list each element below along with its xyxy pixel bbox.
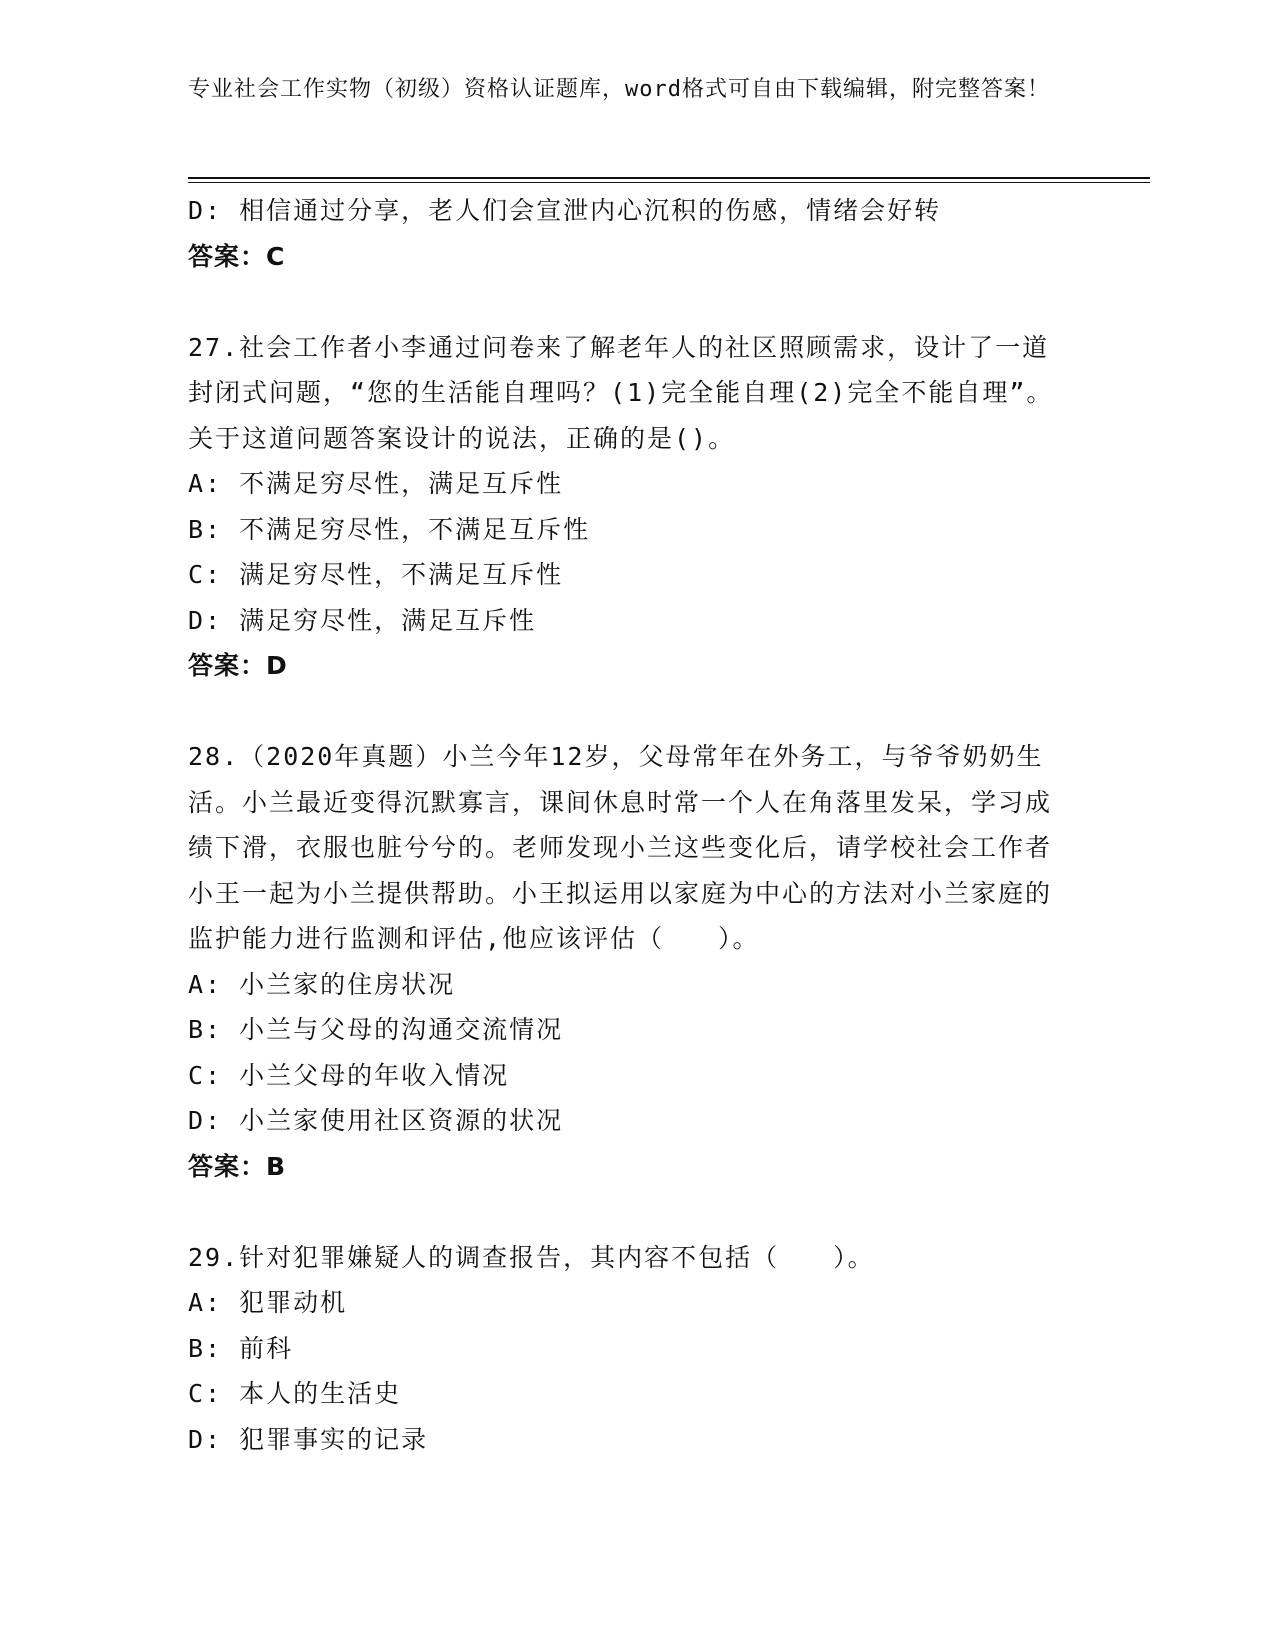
spacer (188, 1189, 1068, 1235)
option-c: C: 本人的生活史 (188, 1379, 402, 1408)
header-divider-thick (188, 177, 1150, 179)
option-d: D: 满足穷尽性，满足互斥性 (188, 605, 537, 635)
option-d: D: 小兰家使用社区资源的状况 (188, 1106, 564, 1135)
question-text: 28.（2020年真题）小兰今年12岁，父母常年在外务工，与爷爷奶奶生活。小兰最近变得沉默寡言，课间休息时常一个人在角落里发呆，学习成绩下滑，衣服也脏兮兮的。老师发现小兰这些变化后，请学校社会工作者小王一起为小兰提供帮助。小王拟运用以家庭为中心的方法对小兰家庭的监护能力进行监测和评估,他应该评估（ ）。 (188, 742, 1053, 953)
question-28 (188, 734, 1068, 1189)
option-d: D: 犯罪事实的记录 (188, 1424, 429, 1454)
question-text: 27.社会工作者小李通过问卷来了解老年人的社区照顾需求，设计了一道封闭式问题，“您的生活能自理吗？(1)完全能自理(2)完全不能自理”。关于这道问题答案设计的说法，正确的是()。 (188, 332, 1054, 453)
option-c: C: 满足穷尽性，不满足互斥性 (188, 560, 564, 589)
header-divider-thin (188, 182, 1150, 183)
option-a: A: 犯罪动机 (188, 1288, 348, 1317)
spacer (188, 279, 1068, 325)
option-b: B: 前科 (188, 1333, 294, 1363)
question-text: 29.针对犯罪嫌疑人的调查报告，其内容不包括（ ）。 (188, 1242, 875, 1272)
option-a: A: 小兰家的住房状况 (188, 969, 456, 999)
option-b: B: 小兰与父母的沟通交流情况 (188, 1015, 564, 1044)
question-content (188, 188, 1068, 1462)
document-header: 专业社会工作实物（初级）资格认证题库，word格式可自由下载编辑，附完整答案！ (188, 77, 1050, 102)
question-27 (188, 325, 1068, 689)
option-a: A: 不满足穷尽性，满足互斥性 (188, 469, 564, 498)
option-c: C: 小兰父母的年收入情况 (188, 1060, 510, 1090)
prev-question-answer: 答案：C (188, 241, 286, 271)
question-answer: 答案：D (188, 651, 288, 680)
option-b: B: 不满足穷尽性，不满足互斥性 (188, 514, 591, 544)
question-29 (188, 1235, 1068, 1463)
prev-question-option-d: D: 相信通过分享，老人们会宣泄内心沉积的伤感，情绪会好转 (188, 196, 942, 225)
spacer (188, 689, 1068, 735)
question-answer: 答案：B (188, 1151, 287, 1181)
